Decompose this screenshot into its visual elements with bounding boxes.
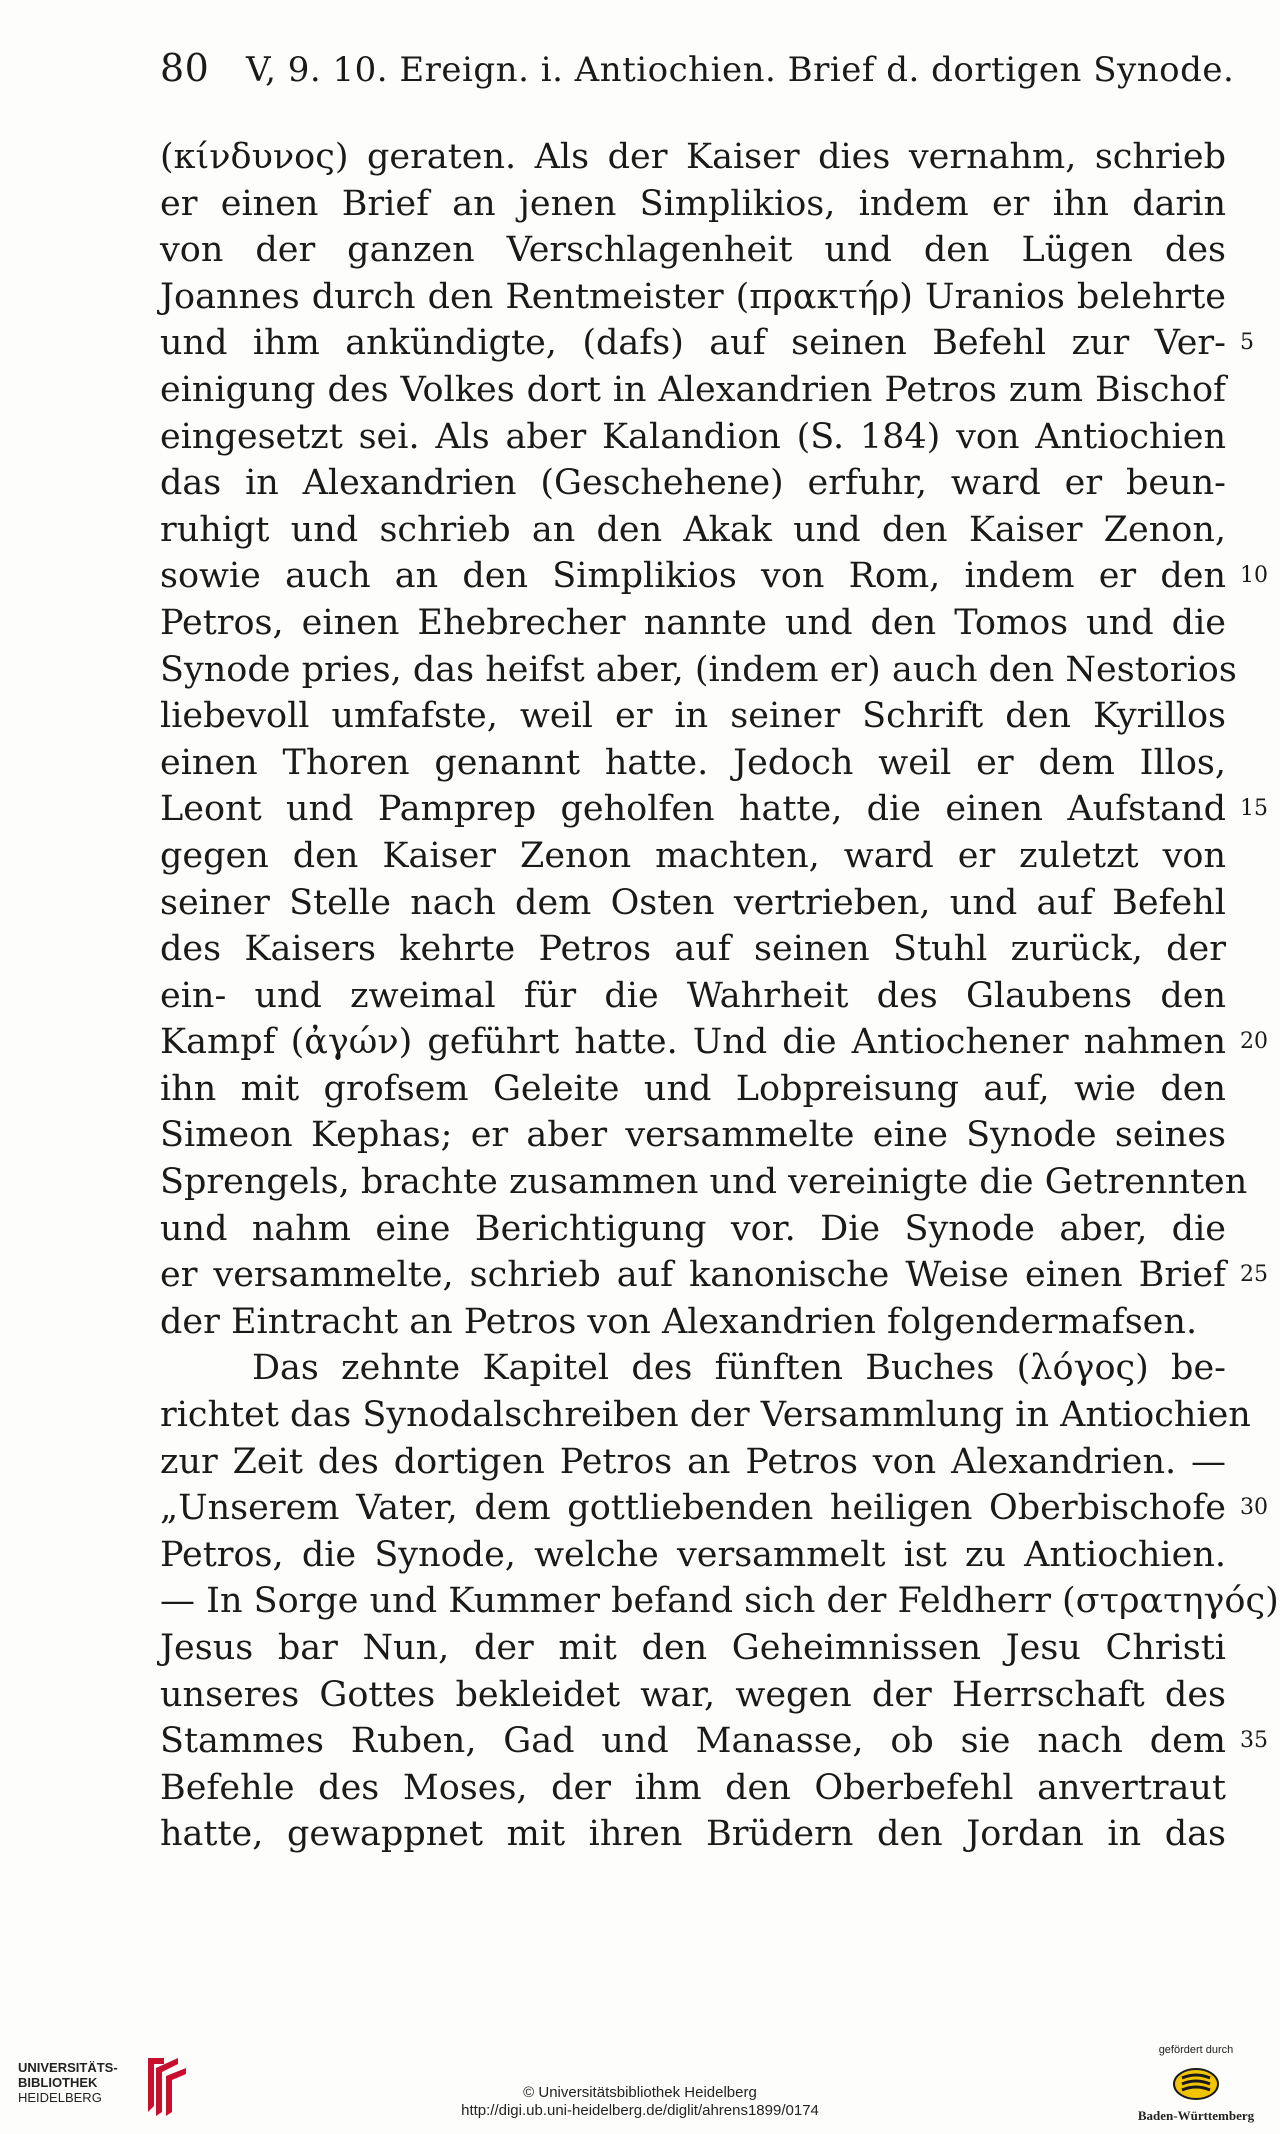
- text-line-content: gegen den Kaiser Zenon machten, ward er zuletzt von: [160, 835, 1226, 876]
- text-line: [160, 181, 1226, 228]
- copyright-text: © Universitätsbibliothek Heidelberg: [523, 2084, 757, 2101]
- sponsor-name: Baden-Württemberg: [1137, 2108, 1255, 2123]
- library-mark-icon: [134, 2050, 194, 2120]
- text-line: [160, 1392, 1251, 1439]
- text-line: [160, 786, 1268, 833]
- text-line-content: von der ganzen Verschlagenheit und den Lügen des: [160, 230, 1226, 271]
- text-line-content: hatte, gewappnet mit ihren Brüdern den Jordan in das: [160, 1814, 1226, 1855]
- text-line-content: einen Thoren genannt hatte. Jedoch weil er dem Illos,: [160, 742, 1226, 783]
- text-line-content: sowie auch an den Simplikios von Rom, indem er den: [160, 556, 1226, 597]
- text-line-content: ruhigt und schrieb an den Akak und den Kaiser Zenon,: [160, 509, 1226, 550]
- text-line: [160, 1625, 1226, 1672]
- text-line-content: er versammelte, schrieb auf kanonische Weise einen Brief: [160, 1255, 1226, 1296]
- source-url-link[interactable]: http://digi.ub.uni-heidelberg.de/diglit/ahrens1899/0174: [461, 2102, 819, 2119]
- text-line: [160, 647, 1237, 694]
- text-line-content: (κίνδυνος) geraten. Als der Kaiser dies vernahm, schrieb: [160, 137, 1226, 177]
- text-line-content: Kampf (ἀγών) geführt hatte. Und die Antiochener nahmen: [160, 1022, 1226, 1063]
- line-number: 25: [1240, 1262, 1268, 1288]
- text-line: [160, 600, 1226, 647]
- library-name-line2: BIBLIOTHEK: [18, 2075, 98, 2090]
- text-line-content: unseres Gottes bekleidet war, wegen der Herrschaft des: [160, 1674, 1226, 1715]
- text-line: [160, 1439, 1226, 1486]
- library-name-line3: HEIDELBERG: [18, 2090, 102, 2105]
- text-line-content: Petros, die Synode, welche versammelt ist zu Antiochien.: [160, 1534, 1226, 1575]
- text-line: [160, 134, 1226, 181]
- text-line-content: Joannes durch den Rentmeister (πρακτήρ) Uranios belehrte: [160, 276, 1226, 317]
- coat-of-arms-icon: [1170, 2066, 1222, 2102]
- text-line: [160, 1718, 1268, 1765]
- text-line-content: Synode pries, das heifst aber, (indem er) auch den Nestorios: [160, 649, 1237, 690]
- text-line: [160, 1159, 1248, 1206]
- text-line: [160, 1206, 1226, 1253]
- text-line-content: des Kaisers kehrte Petros auf seinen Stuhl zurück, der: [160, 929, 1226, 970]
- line-number: 20: [1240, 1029, 1268, 1055]
- text-line-content: Befehle des Moses, der ihm den Oberbefehl anvertraut: [160, 1767, 1226, 1808]
- text-line-content: und nahm eine Berichtigung vor. Die Synode aber, die: [160, 1208, 1226, 1249]
- library-name-line1: UNIVERSITÄTS-: [18, 2060, 118, 2075]
- text-line-content: einigung des Volkes dort in Alexandrien Petros zum Bischof: [160, 369, 1226, 410]
- text-line-content: seiner Stelle nach dem Osten vertrieben, und auf Befehl: [160, 882, 1226, 923]
- text-line-content: richtet das Synodalschreiben der Versammlung in Antiochien: [160, 1395, 1251, 1436]
- line-number: 35: [1240, 1728, 1268, 1754]
- text-line: [160, 1811, 1226, 1858]
- text-line-content: das in Alexandrien (Geschehene) erfuhr, ward er beun-: [160, 463, 1226, 504]
- line-number: 10: [1240, 563, 1268, 589]
- footer-credits: [380, 2084, 900, 2120]
- text-line-content: Leont und Pamprep geholfen hatte, die einen Aufstand: [160, 789, 1226, 830]
- running-title: V, 9. 10. Ereign. i. Antiochien. Brief d. dortigen Synode.: [246, 50, 1235, 90]
- text-line-content: er einen Brief an jenen Simplikios, indem er ihn darin: [160, 183, 1226, 224]
- body-text: [160, 134, 1279, 1858]
- line-number: 30: [1240, 1495, 1268, 1521]
- text-line: [160, 833, 1226, 880]
- text-line: [160, 693, 1226, 740]
- text-line: [160, 1672, 1226, 1719]
- text-line: [160, 1252, 1268, 1299]
- text-line-content: eingesetzt sei. Als aber Kalandion (S. 184) von Antiochien: [160, 416, 1226, 457]
- text-line-content: Jesus bar Nun, der mit den Geheimnissen Jesu Christi: [160, 1628, 1226, 1668]
- text-line-content: ihn mit grofsem Geleite und Lobpreisung auf, wie den: [160, 1068, 1226, 1109]
- text-line-content: der Eintracht an Petros von Alexandrien folgendermafsen.: [160, 1301, 1198, 1342]
- text-line: [160, 274, 1226, 321]
- text-line-content: liebevoll umfafste, weil er in seiner Schrift den Kyrillos: [160, 696, 1226, 737]
- text-line: [160, 227, 1226, 274]
- text-line-content: und ihm ankündigte, (dafs) auf seinen Befehl zur Ver-: [160, 323, 1226, 364]
- text-line: [160, 926, 1226, 973]
- text-line: [160, 1112, 1226, 1159]
- text-line-content: ein- und zweimal für die Wahrheit des Glaubens den: [160, 975, 1226, 1016]
- text-line: [160, 880, 1226, 927]
- text-line: [160, 1019, 1268, 1066]
- line-number: 15: [1240, 796, 1268, 822]
- text-line: [160, 367, 1226, 414]
- text-line-content: Sprengels, brachte zusammen und vereinigte die Getrennten: [160, 1162, 1248, 1203]
- sponsor-label: gefördert durch: [1158, 2044, 1234, 2056]
- text-line: [160, 1578, 1279, 1625]
- text-line: [160, 1345, 1226, 1392]
- text-line-content: Petros, einen Ehebrecher nannte und den Tomos und die: [160, 602, 1226, 643]
- text-line: [160, 1299, 1226, 1346]
- library-logo[interactable]: [18, 2050, 238, 2120]
- text-line: [160, 460, 1226, 507]
- page-number: 80: [160, 46, 210, 90]
- text-line: [160, 320, 1254, 367]
- text-line-content: zur Zeit des dortigen Petros an Petros von Alexandrien. —: [160, 1441, 1226, 1482]
- running-header: [160, 46, 1235, 96]
- text-line-content: Simeon Kephas; er aber versammelte eine Synode seines: [160, 1115, 1226, 1156]
- text-line: [160, 1532, 1226, 1579]
- text-line: [160, 1485, 1268, 1532]
- text-line: [160, 507, 1226, 554]
- library-name: [18, 2060, 118, 2105]
- text-line-content: Stammes Ruben, Gad und Manasse, ob sie nach dem: [160, 1721, 1226, 1762]
- text-line: [160, 740, 1226, 787]
- text-line-content: Das zehnte Kapitel des fünften Buches (λόγος) be-: [252, 1348, 1226, 1389]
- text-line: [160, 1066, 1226, 1113]
- text-line-content: — In Sorge und Kummer befand sich der Feldherr (στρατηγός): [160, 1581, 1279, 1622]
- text-line: [160, 553, 1268, 600]
- text-line: [160, 414, 1226, 461]
- text-line: [160, 1765, 1226, 1812]
- text-line-content: „Unserem Vater, dem gottliebenden heiligen Oberbischofe: [160, 1488, 1226, 1529]
- sponsor-block: [1126, 2044, 1266, 2124]
- text-line: [160, 973, 1226, 1020]
- line-number: 5: [1240, 330, 1254, 356]
